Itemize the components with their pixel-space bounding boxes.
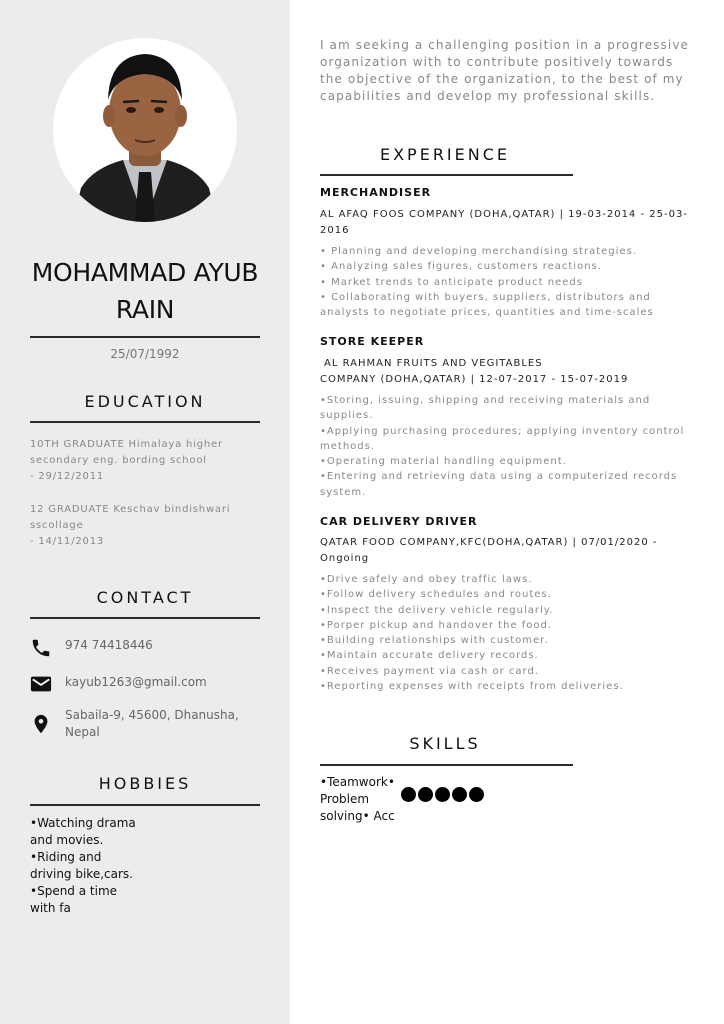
hobbies-heading: HOBBIES: [98, 774, 192, 793]
skills-text: •Teamwork• Problem solving• Acc: [320, 775, 395, 823]
duty-item: •Drive safely and obey traffic laws.: [320, 574, 533, 585]
education-item: 12 GRADUATE Keschav bindishwari sscollage - 14/11/2013: [30, 504, 231, 547]
job-title: MERCHANDISER: [320, 186, 432, 199]
divider: [30, 336, 260, 338]
profile-photo: [53, 38, 237, 222]
skill-rating-dot: [401, 787, 416, 802]
career-objective: I am seeking a challenging position in a progressive organization with to contribute positively towards the objective of the organization, to the best of my capabilities and develop my professional skills.: [320, 38, 690, 103]
candidate-name: MOHAMMAD AYUB RAIN: [31, 258, 259, 324]
duty-item: •Porper pickup and handover the food.: [320, 619, 553, 631]
skill-rating-dot: [418, 787, 433, 802]
skills-heading: SKILLS: [409, 734, 481, 753]
skill-rating-dot: [469, 787, 484, 802]
duty-item: • Planning and developing merchandising strategies.: [320, 246, 637, 257]
skill-rating-dot: [435, 787, 450, 802]
job-company: AL AFAQ FOOS COMPANY (DOHA,QATAR) | 19-03-2014 - 25-03-2016: [320, 209, 688, 236]
duty-item: • Collaborating with buyers, suppliers, distributors and analysts to negotiate prices, quantities and time-scales: [320, 291, 654, 319]
job-duties: [320, 572, 695, 694]
job-company: QATAR FOOD COMPANY,KFC(DOHA,QATAR) | 07/01/2020 - Ongoing: [320, 537, 658, 564]
divider: [320, 174, 573, 176]
location-icon: [30, 713, 54, 735]
contact-heading: CONTACT: [96, 588, 194, 607]
divider: [320, 764, 573, 766]
skill-rating: [401, 787, 486, 806]
duty-item: •Entering and retrieving data using a computerized records system.: [320, 471, 678, 498]
duty-item: •Receives payment via cash or card.: [320, 665, 540, 677]
job-company: COMPANY (DOHA,QATAR) | 12-07-2017 - 15-07-2019: [320, 374, 629, 385]
phone-number: 974 74418446: [65, 638, 153, 652]
duty-item: •Building relationships with customer.: [320, 635, 549, 647]
duty-item: •Reporting expenses with receipts from deliveries.: [320, 681, 624, 693]
email-address: kayub1263@gmail.com: [65, 675, 207, 689]
duty-item: • Market trends to anticipate product needs: [320, 276, 583, 288]
duty-item: •Inspect the delivery vehicle regularly.: [320, 604, 554, 616]
skill-rating-dot: [452, 787, 467, 802]
job-title: CAR DELIVERY DRIVER: [320, 515, 478, 528]
education-item: 10TH GRADUATE Himalaya higher secondary eng. bording school - 29/12/2011: [30, 439, 223, 482]
job-title: STORE KEEPER: [320, 335, 425, 348]
hobbies-text: •Watching drama and movies. •Riding and driving bike,cars. •Spend a time with fa: [30, 816, 136, 915]
phone-icon: [30, 637, 54, 659]
duty-item: •Maintain accurate delivery records.: [320, 650, 539, 662]
job-duties: [320, 393, 695, 500]
email-icon: [30, 674, 54, 696]
education-heading: EDUCATION: [84, 392, 206, 411]
duty-item: •Applying purchasing procedures; applying inventory control methods.: [320, 425, 685, 452]
divider: [30, 421, 260, 423]
postal-address: Sabaila-9, 45600, Dhanusha, Nepal: [65, 708, 239, 739]
sidebar: [0, 0, 290, 1024]
job-duties: [320, 244, 695, 320]
date-of-birth: 25/07/1992: [110, 347, 180, 361]
divider: [30, 617, 260, 619]
duty-item: •Storing, issuing, shipping and receiving materials and supplies.: [320, 395, 651, 422]
divider: [30, 804, 260, 806]
duty-item: •Follow delivery schedules and routes.: [320, 589, 552, 601]
duty-item: • Analyzing sales figures, customers reactions.: [320, 261, 602, 273]
experience-heading: EXPERIENCE: [379, 145, 511, 164]
duty-item: •Operating material handling equipment.: [320, 456, 567, 468]
job-company: AL RAHMAN FRUITS AND VEGITABLES: [324, 358, 543, 369]
